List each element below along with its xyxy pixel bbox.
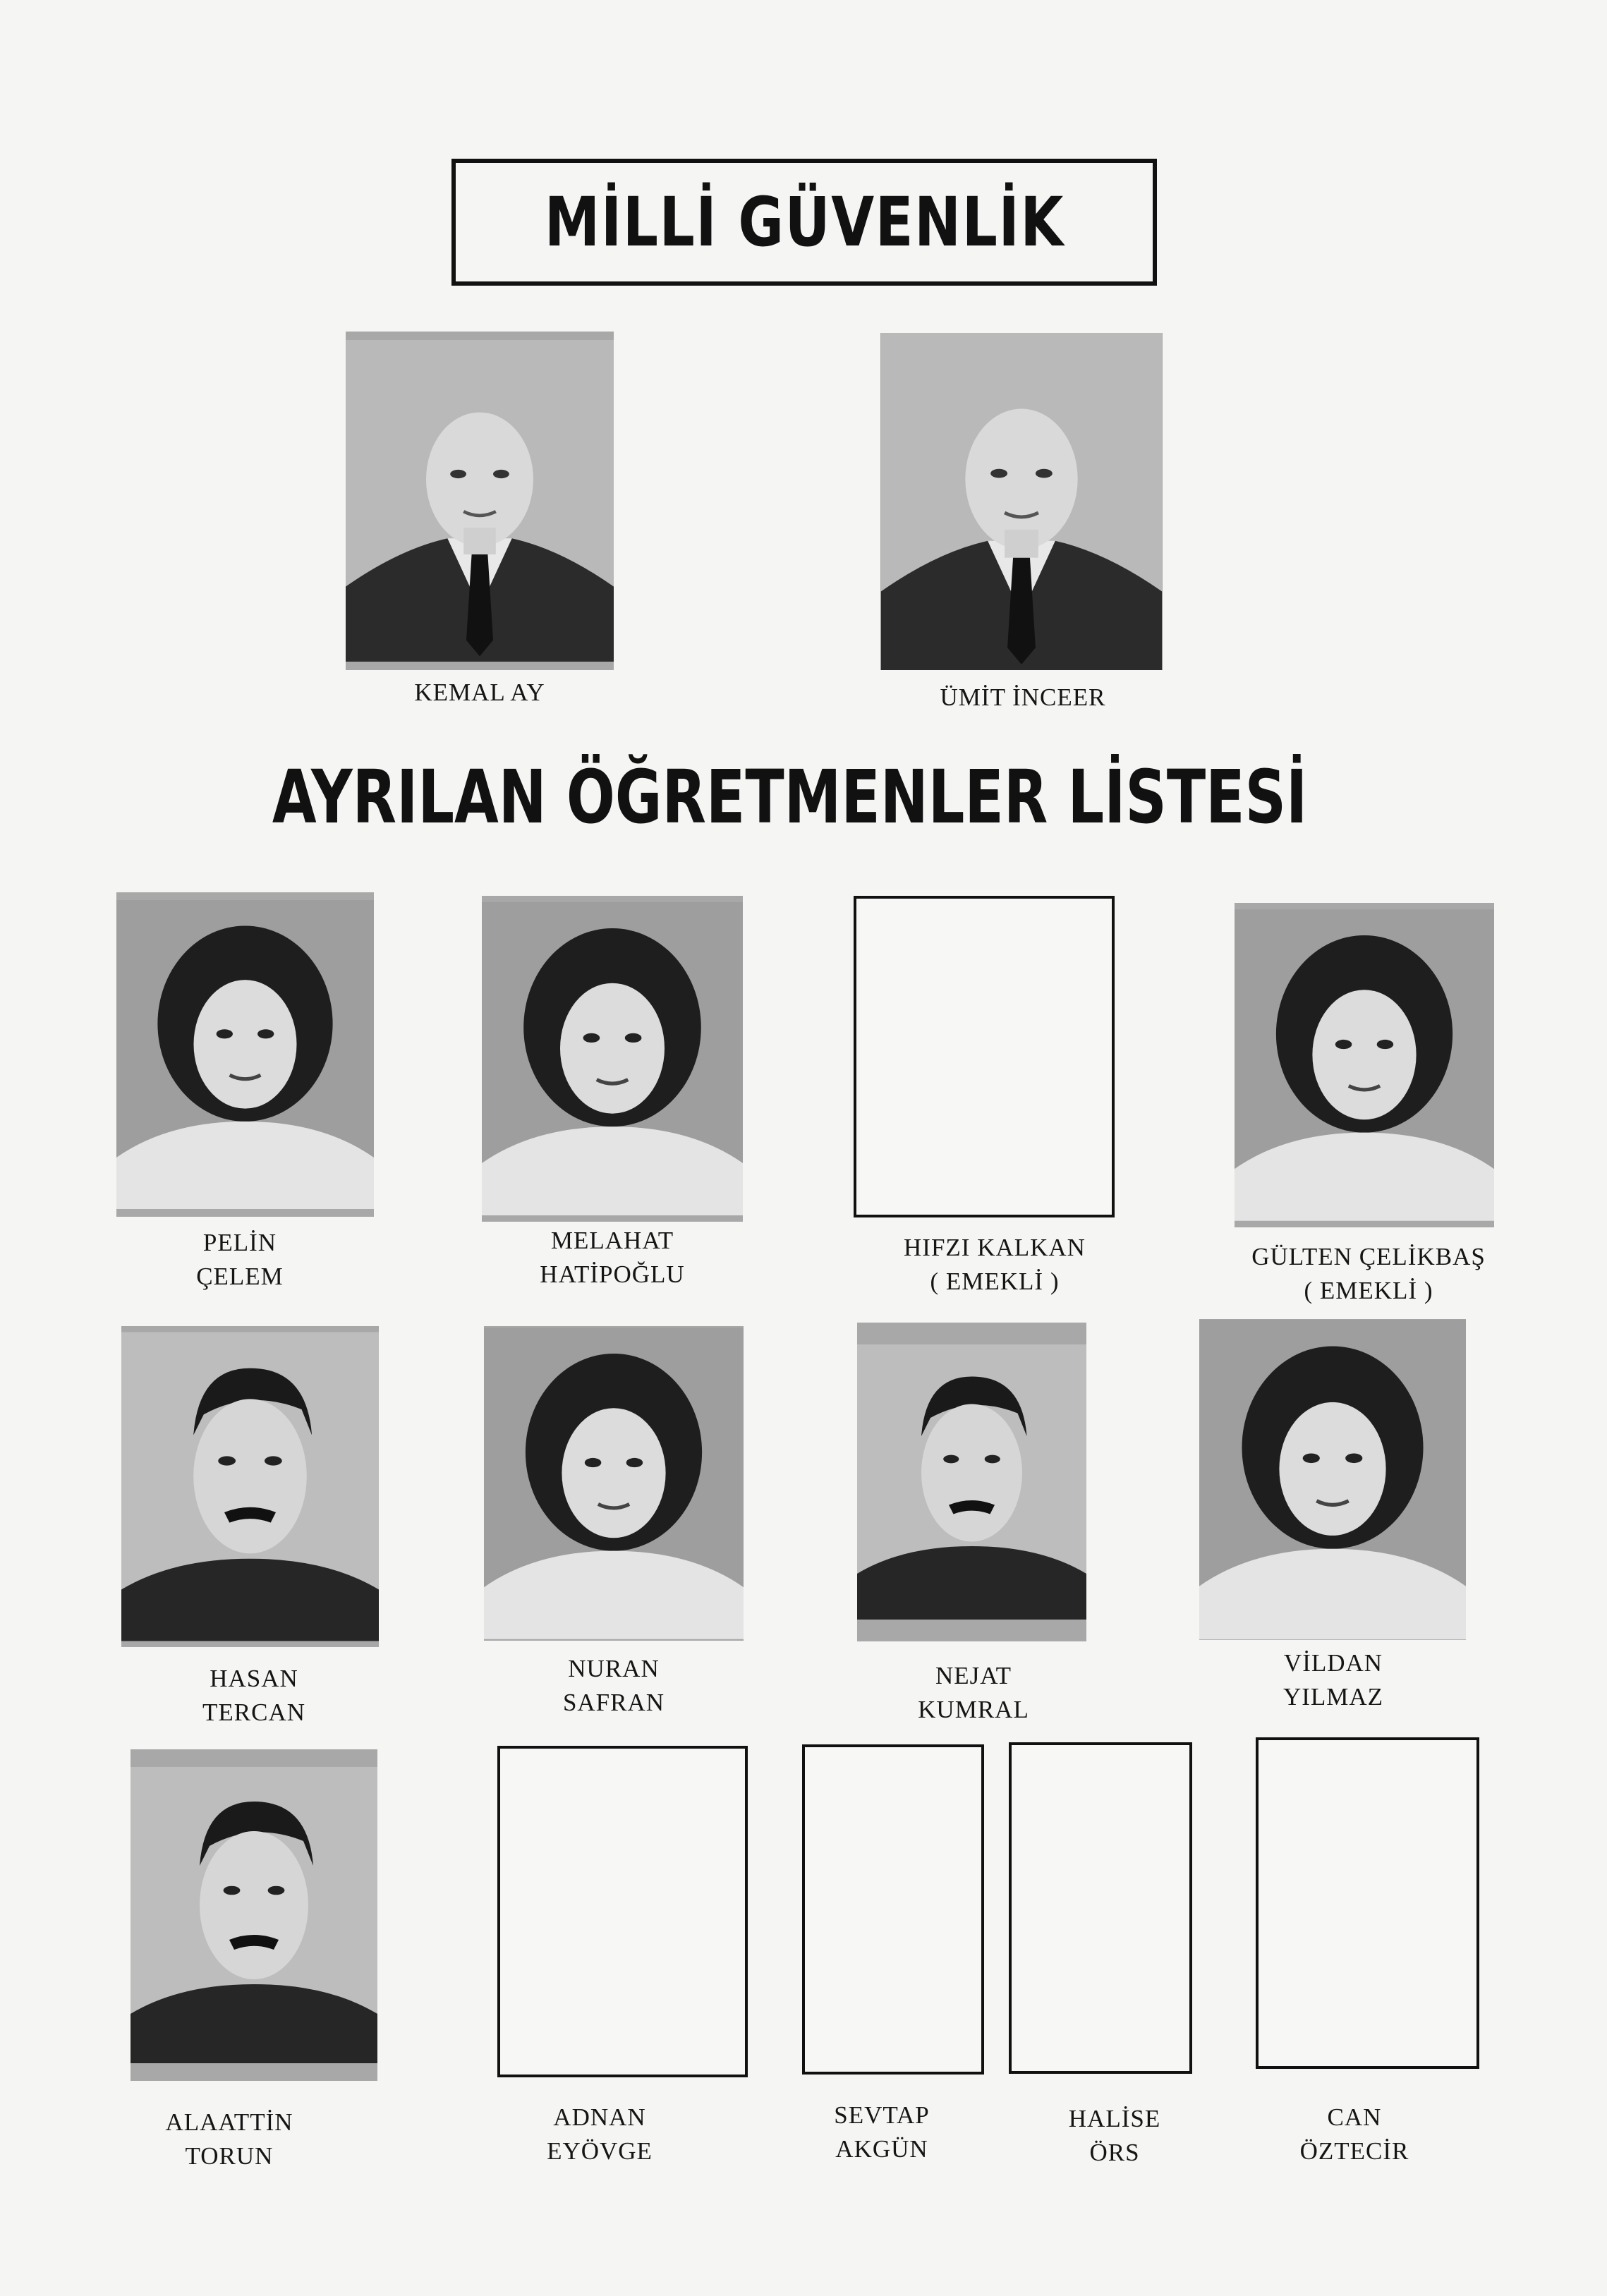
security-name-1: KEMAL AY bbox=[414, 679, 545, 706]
portrait-photo bbox=[482, 896, 743, 1222]
photo-teacher-4 bbox=[1235, 903, 1494, 1227]
security-name-2: ÜMİT İNCEER bbox=[940, 684, 1106, 711]
teacher-name-line1: SEVTAP bbox=[834, 2101, 930, 2129]
teacher-name-line1: GÜLTEN ÇELİKBAŞ bbox=[1251, 1243, 1486, 1270]
teacher-name-line1: MELAHAT bbox=[550, 1227, 674, 1254]
photo-teacher-1 bbox=[116, 892, 374, 1217]
photo-teacher-8 bbox=[1199, 1319, 1466, 1640]
page-title: MİLLİ GÜVENLİK bbox=[544, 183, 1065, 262]
teacher-name-line2: ( EMEKLİ ) bbox=[1304, 1277, 1433, 1304]
teacher-caption-9 bbox=[88, 2106, 370, 2173]
teacher-name-line2: ( EMEKLİ ) bbox=[930, 1268, 1060, 1295]
photo-security-1 bbox=[346, 332, 614, 670]
teacher-name-line2: HATİPOĞLU bbox=[540, 1261, 685, 1288]
teacher-name-line1: HIFZI KALKAN bbox=[904, 1234, 1086, 1261]
teacher-name-line2: AKGÜN bbox=[835, 2135, 928, 2163]
teacher-name-line2: TERCAN bbox=[202, 1699, 305, 1726]
teacher-name-line2: TORUN bbox=[185, 2142, 274, 2170]
teacher-name-line1: ADNAN bbox=[553, 2103, 646, 2131]
teacher-name-line2: EYÖVGE bbox=[547, 2137, 653, 2165]
portrait-photo bbox=[121, 1326, 379, 1647]
teacher-caption-10 bbox=[459, 2101, 741, 2168]
teacher-name-line2: ÖZTECİR bbox=[1299, 2137, 1409, 2165]
teacher-caption-1 bbox=[99, 1226, 381, 1294]
photo-teacher-6 bbox=[484, 1326, 744, 1641]
teacher-caption-8 bbox=[1192, 1646, 1474, 1714]
empty-photo-frame-11 bbox=[802, 1744, 984, 2075]
portrait-photo bbox=[346, 332, 614, 670]
teacher-caption-7 bbox=[832, 1659, 1115, 1727]
teacher-name-line1: NURAN bbox=[568, 1655, 660, 1682]
portrait-photo bbox=[1235, 903, 1494, 1227]
teacher-name-line2: YILMAZ bbox=[1282, 1683, 1384, 1711]
empty-photo-frame-10 bbox=[497, 1746, 748, 2077]
empty-photo-frame-13 bbox=[1256, 1737, 1479, 2069]
teacher-name-line1: HALİSE bbox=[1068, 2105, 1161, 2132]
teacher-name-line1: CAN bbox=[1327, 2103, 1382, 2131]
photo-teacher-7 bbox=[857, 1323, 1086, 1641]
photo-teacher-5 bbox=[121, 1326, 379, 1647]
teacher-name-line2: KUMRAL bbox=[918, 1696, 1029, 1723]
list-heading-text: AYRILAN ÖĞRETMENLER LİSTESİ bbox=[272, 754, 1308, 840]
portrait-photo bbox=[880, 333, 1163, 670]
portrait-photo bbox=[857, 1323, 1086, 1641]
teacher-caption-3 bbox=[847, 1231, 1143, 1299]
teacher-name-line2: ÖRS bbox=[1089, 2139, 1140, 2166]
portrait-photo bbox=[131, 1749, 377, 2081]
teacher-caption-6 bbox=[473, 1652, 755, 1720]
teacher-caption-13 bbox=[1213, 2101, 1496, 2168]
portrait-photo bbox=[116, 892, 374, 1217]
teacher-caption-5 bbox=[113, 1662, 395, 1730]
portrait-photo bbox=[1199, 1319, 1466, 1640]
teacher-caption-4 bbox=[1206, 1240, 1531, 1308]
portrait-photo bbox=[484, 1326, 744, 1641]
photo-security-2 bbox=[880, 333, 1163, 670]
teacher-name-line1: PELİN bbox=[202, 1229, 277, 1256]
teacher-name-line1: ALAATTİN bbox=[165, 2108, 293, 2136]
title-box bbox=[451, 159, 1157, 286]
empty-photo-frame-12 bbox=[1009, 1742, 1192, 2074]
teacher-name-line1: VİLDAN bbox=[1283, 1649, 1383, 1677]
teacher-name-line2: SAFRAN bbox=[562, 1689, 665, 1716]
empty-photo-frame-3 bbox=[854, 896, 1115, 1217]
teacher-name-line2: ÇELEM bbox=[196, 1263, 284, 1290]
teacher-name-line1: HASAN bbox=[210, 1665, 298, 1692]
teacher-name-line1: NEJAT bbox=[935, 1662, 1012, 1689]
photo-teacher-9 bbox=[131, 1749, 377, 2081]
photo-teacher-2 bbox=[482, 896, 743, 1222]
list-heading bbox=[240, 748, 1340, 846]
teacher-caption-2 bbox=[471, 1224, 753, 1292]
